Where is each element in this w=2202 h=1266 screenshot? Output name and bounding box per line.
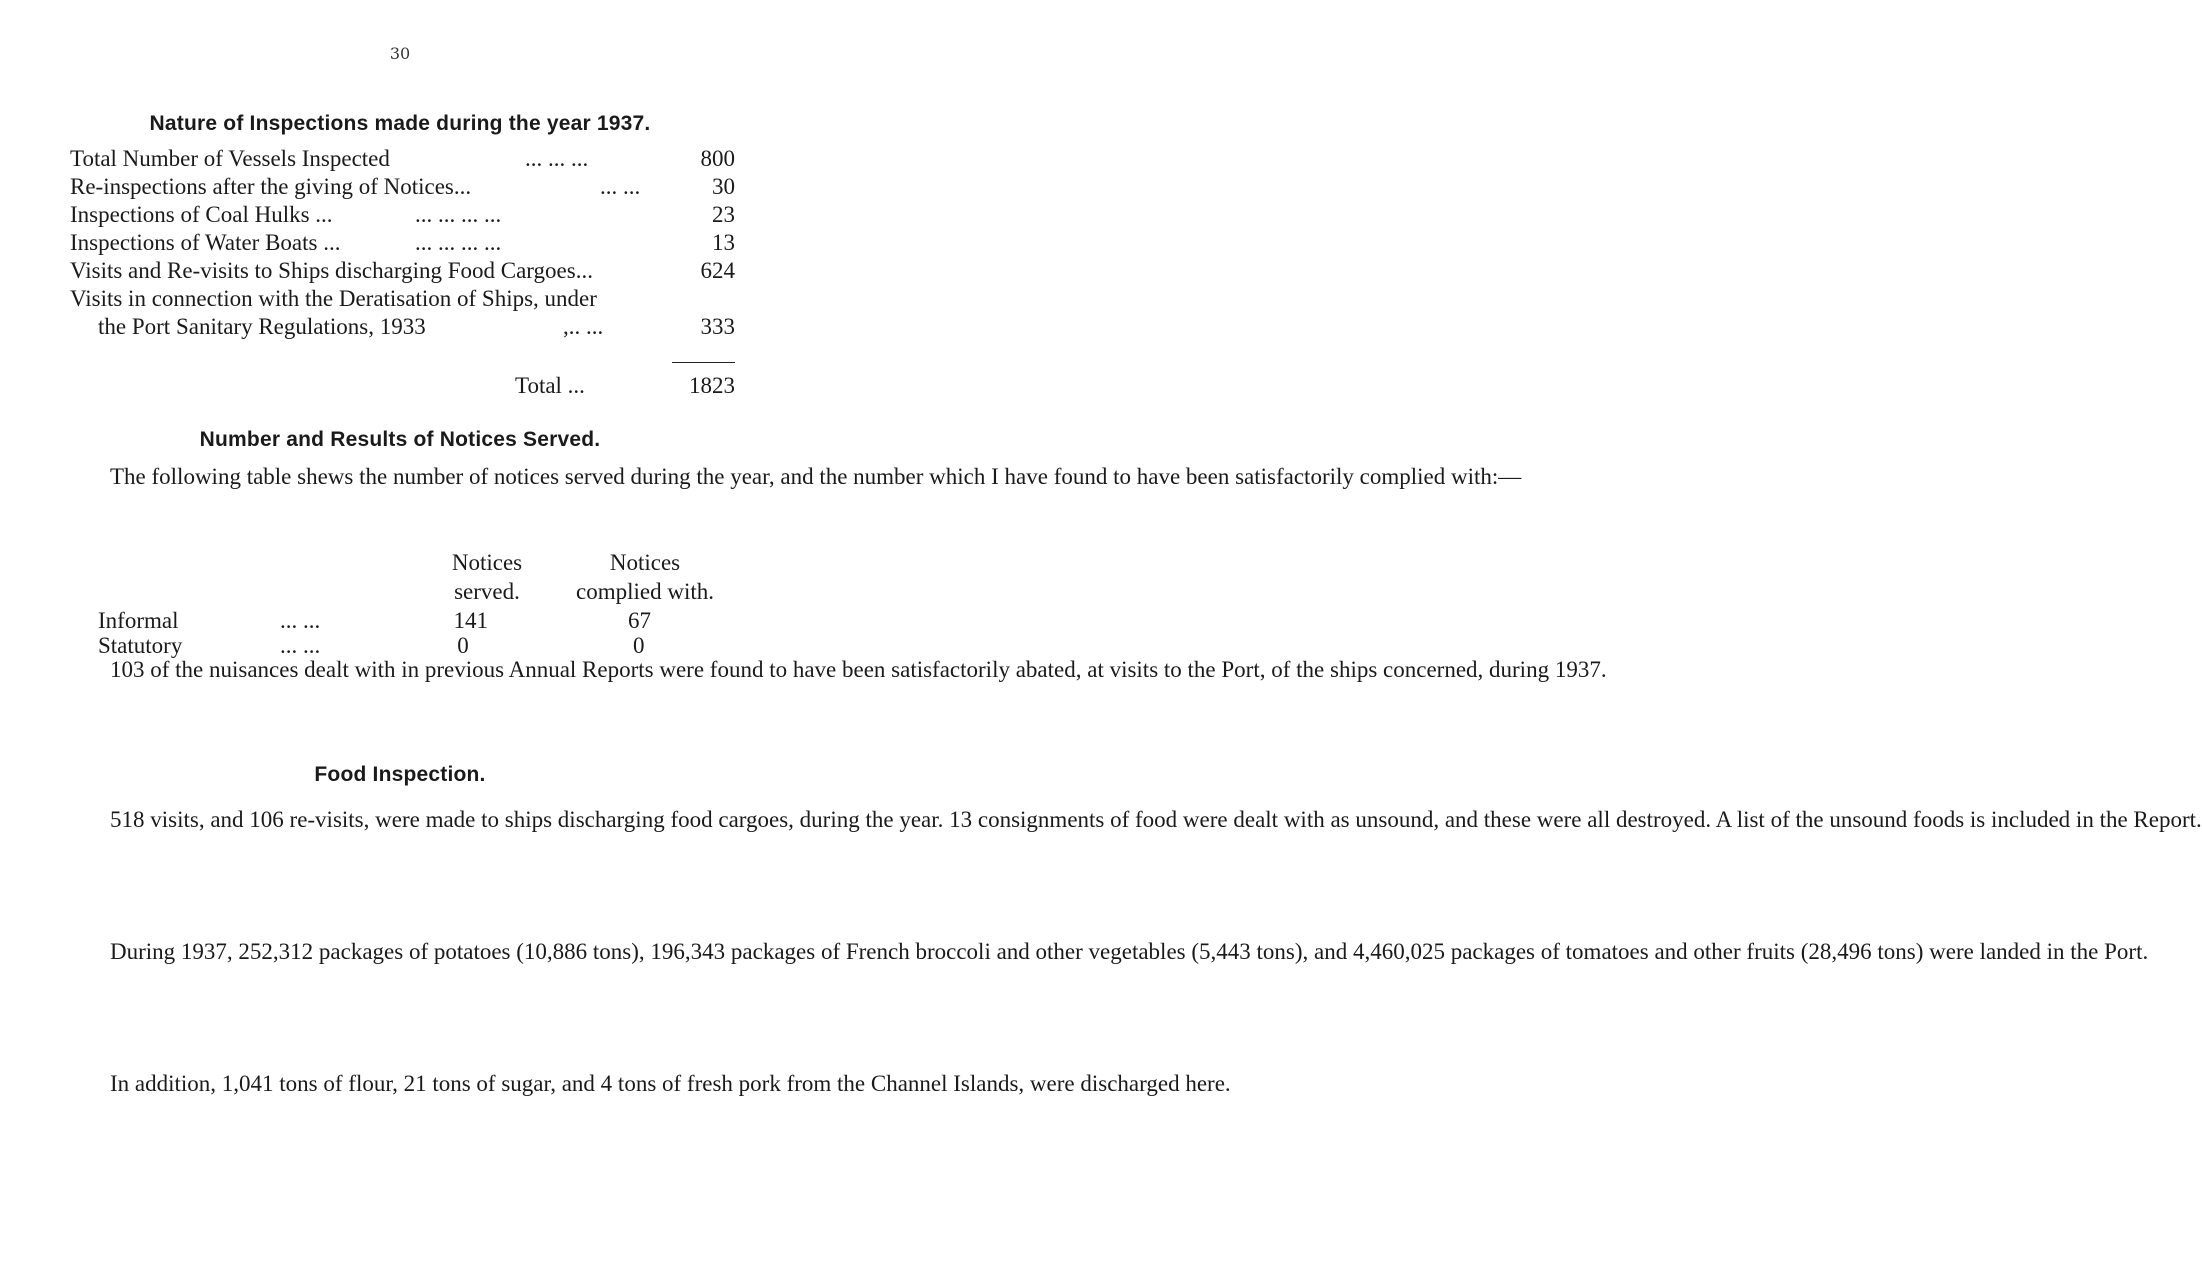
col-header-served-2: served. bbox=[454, 579, 520, 604]
page-number: 30 bbox=[389, 44, 411, 63]
row-dots: ... ... ... ... bbox=[415, 202, 502, 227]
row-value: 624 bbox=[700, 258, 735, 283]
row-label: Visits in connection with the Deratisation of Ships, under bbox=[70, 286, 597, 311]
notices-served-value: 0 bbox=[457, 633, 469, 658]
total-rule bbox=[672, 362, 735, 363]
section-heading-inspections: Nature of Inspections made during the year 1937. bbox=[149, 112, 651, 135]
notices-row-dots: ... ... bbox=[280, 608, 321, 633]
row-label: Inspections of Coal Hulks ... bbox=[70, 202, 333, 227]
row-label: Visits and Re-visits to Ships discharging Food Cargoes... bbox=[70, 258, 593, 283]
col-header-complied-1: Notices bbox=[609, 550, 681, 575]
row-dots: ... ... ... ... bbox=[415, 230, 502, 255]
notices-row-label: Statutory bbox=[98, 633, 183, 658]
total-row bbox=[515, 372, 735, 400]
notices-row-dots: ... ... bbox=[280, 633, 321, 658]
notices-row-label: Informal bbox=[98, 608, 179, 633]
row-value: 30 bbox=[712, 174, 735, 199]
row-label: the Port Sanitary Regulations, 1933 bbox=[98, 314, 426, 339]
row-dots: ... ... bbox=[600, 174, 641, 199]
notices-intro: The following table shews the number of notices served during the year, and the number which I have found to have been satisfactorily complied with:— bbox=[110, 464, 1522, 489]
notices-complied-value: 0 bbox=[633, 633, 645, 658]
notices-table-row bbox=[98, 607, 698, 635]
notices-complied-value: 67 bbox=[628, 608, 651, 633]
row-label: Re-inspections after the giving of Notices... bbox=[70, 174, 472, 199]
row-value: 23 bbox=[712, 202, 735, 227]
total-value: 1823 bbox=[689, 373, 735, 398]
row-dots: ... ... ... bbox=[525, 146, 589, 171]
food-paragraph: 518 visits, and 106 re-visits, were made to ships discharging food cargoes, during the year. 13 consignments of food were dealt with as unsound, and these were all destroyed. A list of the unsound foods is included in the Report. bbox=[110, 807, 2202, 832]
row-value: 800 bbox=[700, 146, 735, 171]
total-label: Total ... bbox=[515, 373, 585, 398]
nuisances-note: 103 of the nuisances dealt with in previous Annual Reports were found to have been satisfactorily abated, at visits to the Port, of the ships concerned, during 1937. bbox=[110, 657, 1607, 682]
section-heading-notices: Number and Results of Notices Served. bbox=[199, 428, 601, 451]
row-dots: ,.. ... bbox=[563, 314, 604, 339]
row-label: Total Number of Vessels Inspected bbox=[70, 146, 390, 171]
col-header-complied-2: complied with. bbox=[576, 579, 714, 604]
col-header-served-1: Notices bbox=[451, 550, 523, 575]
row-value: 333 bbox=[700, 314, 735, 339]
food-paragraph: During 1937, 252,312 packages of potatoes (10,886 tons), 196,343 packages of French broccoli and other vegetables (5,443 tons), and 4,460,025 packages of tomatoes and other fruits (28,496 tons) were landed in the Port. bbox=[110, 939, 2149, 964]
food-paragraph: In addition, 1,041 tons of flour, 21 tons of sugar, and 4 tons of fresh pork from the Channel Islands, were discharged here. bbox=[110, 1071, 1231, 1096]
row-value: 13 bbox=[712, 230, 735, 255]
notices-served-value: 141 bbox=[453, 608, 488, 633]
section-heading-food: Food Inspection. bbox=[314, 763, 486, 786]
row-label: Inspections of Water Boats ... bbox=[70, 230, 341, 255]
